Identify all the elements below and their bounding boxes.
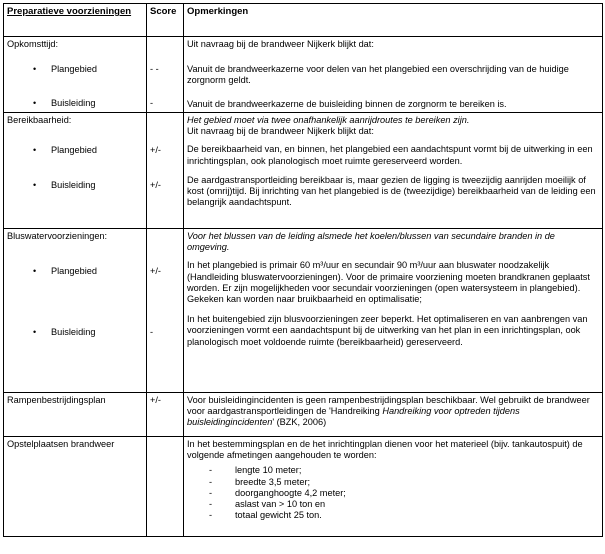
dash-icon: - — [209, 476, 213, 487]
row-label-cell — [4, 113, 147, 229]
list-item — [187, 499, 599, 510]
list-item — [187, 465, 599, 476]
bullet-icon: • — [33, 180, 37, 191]
dimension-item: breedte 3,5 meter; — [235, 476, 311, 487]
list-item — [7, 98, 143, 109]
bullet-icon: • — [33, 145, 37, 156]
dimension-item: aslast van > 10 ton en — [235, 499, 326, 510]
row-label-cell — [4, 437, 147, 537]
item-label: Buisleiding — [51, 180, 96, 191]
remark-reference-source: ' (BZK, 2006) — [272, 417, 327, 428]
row-title: Opstelplaatsen brandweer — [7, 439, 115, 449]
remark-text: De bereikbaarheid van, en binnen, het plangebied een aandachtspunt vormt bij de uitwerking in een inrichtingsplan, ook planologisch moet ruimte gereserveerd worden. — [187, 144, 593, 166]
list-item — [187, 510, 599, 521]
remarks-cell — [184, 113, 603, 229]
score-value: +/- — [150, 145, 161, 155]
score-cell — [147, 437, 184, 537]
remark-reference-title: Handreiking voor optreden tijdens buisleidingincidenten — [187, 406, 520, 428]
remark-text: Vanuit de brandweerkazerne voor delen van het plangebied een overschrijding van de huidige zorgnorm geldt. — [187, 64, 569, 86]
remark-text: In het buitengebied zijn blusvoorzieningen zeer beperkt. Het optimaliseren en van aanbrengen van voorzieningen vormt een aandachtspunt bij de uitwerking van het plan in een inrichtingsplan, ook planologisch moet voldoende ruimte (bereikbaarheid) gereserveerd. — [187, 314, 588, 347]
bullet-icon: • — [33, 98, 37, 109]
row-label-cell — [4, 393, 147, 437]
remark-intro: Uit navraag bij de brandweer Nijkerk blijkt dat: — [187, 126, 374, 137]
remark-requirement: Het gebied moet via twee onafhankelijk aanrijdroutes te bereiken zijn. — [187, 115, 470, 125]
remark-intro: Uit navraag bij de brandweer Nijkerk blijkt dat: — [187, 39, 374, 49]
header-opmerkingen: Opmerkingen — [184, 4, 603, 37]
table-row — [4, 37, 603, 113]
row-title: Opkomsttijd: — [7, 39, 59, 49]
list-item — [187, 488, 599, 499]
remark-text: In het bestemmingsplan en de het inrichtingplan dienen voor het materieel (bijv. tankautospuit) de volgende afmetingen aangehouden te worden: — [187, 439, 583, 461]
score-value: +/- — [150, 266, 161, 276]
remarks-cell — [184, 37, 603, 113]
item-label: Plangebied — [51, 266, 97, 277]
dimension-item: doorganghoogte 4,2 meter; — [235, 487, 346, 498]
list-item — [7, 180, 143, 191]
row-label-cell — [4, 229, 147, 393]
dimension-item: lengte 10 meter; — [235, 465, 302, 476]
bullet-icon: • — [33, 327, 37, 338]
row-title: Bereikbaarheid: — [7, 115, 72, 125]
row-label-cell — [4, 37, 147, 113]
score-cell — [147, 113, 184, 229]
table-header-row — [4, 4, 603, 37]
table-row — [4, 437, 603, 537]
remark-text: Voor buisleidingincidenten is geen rampenbestrijdingsplan beschikbaar. Wel gebruikt de brandweer voor aardgastransportleidingen de 'Handreiking — [187, 395, 590, 417]
item-label: Buisleiding — [51, 327, 96, 338]
score-value: +/- — [150, 180, 161, 191]
list-item — [7, 266, 143, 277]
score-cell — [147, 37, 184, 113]
dash-icon: - — [209, 499, 213, 510]
score-cell — [147, 393, 184, 437]
dash-icon: - — [209, 510, 213, 521]
item-label: Plangebied — [51, 145, 97, 156]
dimension-item: totaal gewicht 25 ton. — [235, 510, 322, 521]
remark-text: In het plangebied is primair 60 m³/uur en secundair 90 m³/uur aan bluswater noodzakelijk (Handleiding bluswatervoorzieningen). Voor de primaire voorziening moeten brandkranen geplaatst worden. Er zijn mogelijkheden voor secundair voorzieningen (open watersysteem in plangebied). Gekeken kan worden naar bruikbaarheid en optimalisatie; — [187, 260, 590, 305]
dash-icon: - — [209, 487, 213, 498]
remark-requirement: Voor het blussen van de leiding alsmede het koelen/blussen van secundaire branden in de omgeving. — [187, 231, 555, 253]
item-label: Plangebied — [51, 64, 97, 75]
table-row — [4, 229, 603, 393]
table-row — [4, 393, 603, 437]
header-preparatieve-voorzieningen: Preparatieve voorzieningen — [4, 4, 147, 37]
list-item — [7, 64, 143, 75]
score-cell — [147, 229, 184, 393]
remark-text: Vanuit de brandweerkazerne de buisleiding binnen de zorgnorm te bereiken is. — [187, 98, 507, 109]
row-title: Rampenbestrijdingsplan — [7, 395, 106, 405]
list-item — [7, 327, 143, 338]
bullet-icon: • — [33, 266, 37, 277]
row-title: Bluswatervoorzieningen: — [7, 231, 108, 241]
list-item — [7, 145, 143, 156]
list-item — [187, 477, 599, 488]
remarks-cell — [184, 393, 603, 437]
remarks-cell — [184, 229, 603, 393]
table-row — [4, 113, 603, 229]
score-value: +/- — [150, 395, 161, 405]
preparatory-measures-table — [3, 3, 603, 537]
dimension-list — [187, 465, 599, 521]
score-value: - — [150, 327, 154, 338]
score-value: - — [150, 98, 154, 109]
remark-text: De aardgastransportleiding bereikbaar is, maar gezien de ligging is tweezijdig aanrijden moeilijk of kost (omrij)tijd. Bij inrichting van het plangebied is de (tweezijdige) bereikbaarheid van de leiding een belangrijk aandachtspunt. — [187, 174, 596, 208]
remarks-cell — [184, 437, 603, 537]
item-label: Buisleiding — [51, 98, 96, 109]
bullet-icon: • — [33, 64, 37, 75]
header-score: Score — [147, 4, 184, 37]
score-value: - - — [150, 64, 159, 74]
dash-icon: - — [209, 465, 213, 476]
